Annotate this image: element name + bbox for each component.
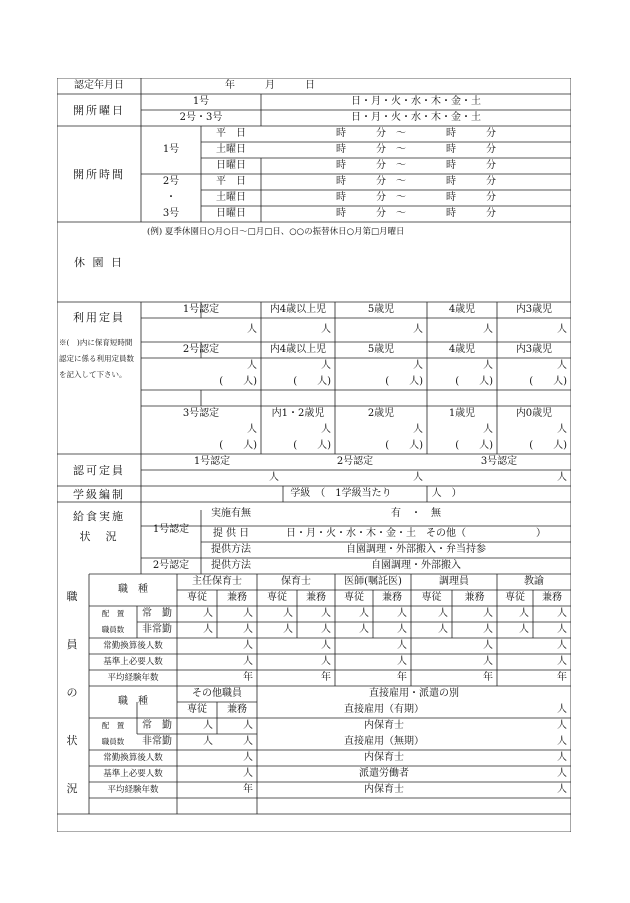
open-hours-group-2: 2号 — [162, 176, 180, 187]
meal-type-2: 2号認定 — [152, 560, 190, 571]
staff-emp-row: 直接雇用（無期） — [344, 736, 424, 747]
staff-row-label: 平均経験年数 — [107, 672, 159, 683]
approved-unit: 人 — [557, 472, 567, 483]
staff-value: 人 — [483, 640, 493, 651]
open-hours-time: 時 分 ～ 時 分 — [336, 128, 496, 139]
staff-emp-unit: 人 — [557, 736, 567, 747]
capacity-unit: 人 — [483, 360, 493, 371]
staff-unit: 人 — [438, 624, 448, 635]
staff-side-label: 職 — [66, 589, 80, 603]
staff-unit: 人 — [321, 624, 331, 635]
staff-value: 人 — [243, 768, 253, 779]
capacity-paren-unit: ( 人) — [219, 376, 257, 387]
open-hours-time: 時 分 ～ 時 分 — [336, 160, 496, 171]
approved-col: 1号認定 — [193, 456, 231, 467]
meal-item: 提供方法 — [211, 544, 251, 555]
capacity-unit: 人 — [321, 324, 331, 335]
staff-emp-row: 内保育士 — [364, 752, 404, 763]
staff-unit: 人 — [359, 624, 369, 635]
staff-emp-unit: 人 — [557, 768, 567, 779]
open-days-2: 日・月・火・水・木・金・土 — [351, 112, 481, 123]
staff-fulltime: 常 勤 — [142, 608, 172, 619]
staff-role: 保育士 — [281, 576, 311, 587]
class-label: 学級編制 — [73, 487, 125, 501]
staff-emp-unit: 人 — [557, 752, 567, 763]
open-hours-group-2: 3号 — [162, 208, 180, 219]
staff-row-label: 常勤換算後人数 — [103, 752, 163, 763]
capacity-unit: 人 — [413, 324, 423, 335]
staff-sub: 専従 — [505, 592, 525, 603]
staff-unit: 人 — [243, 720, 253, 731]
staff-unit: 人 — [243, 736, 253, 747]
meal-value: 自園調理・外部搬入 — [371, 560, 461, 571]
meal-type-1: 1号認定 — [152, 524, 190, 535]
holiday-label: 休 園 日 — [74, 255, 124, 269]
staff-emp-unit: 人 — [557, 704, 567, 715]
capacity-unit: 人 — [557, 324, 567, 335]
capacity-unit: 人 — [483, 424, 493, 435]
staff-value: 年 — [397, 672, 407, 683]
staff-unit: 人 — [519, 624, 529, 635]
meal-value: 有 ・ 無 — [391, 508, 441, 519]
capacity-header: 5歳児 — [367, 304, 395, 315]
open-days-type-2: 2号・3号 — [179, 112, 223, 123]
staff-role: 医師(嘱託医) — [344, 576, 402, 587]
approved-unit: 人 — [413, 472, 423, 483]
capacity-unit: 人 — [557, 360, 567, 371]
staff-sub: 兼務 — [382, 592, 402, 603]
staff-unit: 人 — [203, 624, 213, 635]
meal-value: 自園調理・外部搬入・弁当持参 — [346, 544, 486, 555]
capacity-header: 5歳児 — [367, 344, 395, 355]
meal-item: 実施有無 — [211, 508, 251, 519]
staff-other: その他職員 — [192, 688, 242, 699]
open-hours-label: 開所時間 — [73, 167, 125, 181]
staff-haichi: 配 置 — [101, 721, 125, 731]
staff-sub: 兼務 — [227, 704, 247, 715]
staff-sub: 兼務 — [542, 592, 562, 603]
capacity-paren-unit: ( 人) — [529, 440, 567, 451]
open-hours-time: 時 分 ～ 時 分 — [336, 176, 496, 187]
staff-value: 年 — [321, 672, 331, 683]
staff-unit: 人 — [438, 608, 448, 619]
capacity-header: 内0歳児 — [515, 408, 553, 419]
staff-side-label: 況 — [66, 781, 80, 795]
holiday-example: (例) 夏季休園日○月○日～□月□日、○○の振替休日○月第□月曜日 — [147, 226, 405, 237]
capacity-header: 内3歳児 — [515, 304, 553, 315]
staff-value: 人 — [243, 752, 253, 763]
staff-role: 主任保育士 — [192, 576, 242, 587]
staff-value: 年 — [243, 784, 253, 795]
capacity-paren-unit: ( 人) — [293, 440, 331, 451]
staff-unit: 人 — [483, 608, 493, 619]
staff-sub: 専従 — [267, 592, 287, 603]
capacity-paren-unit: ( 人) — [529, 376, 567, 387]
staff-emp-unit: 人 — [557, 784, 567, 795]
staff-role: 調理員 — [439, 576, 469, 587]
staff-value: 人 — [243, 656, 253, 667]
open-hours-time: 時 分 ～ 時 分 — [336, 208, 496, 219]
capacity-paren-unit: ( 人) — [455, 440, 493, 451]
capacity-unit: 人 — [247, 360, 257, 371]
open-hours-day: 日曜日 — [216, 160, 246, 171]
staff-unit: 人 — [321, 608, 331, 619]
capacity-unit: 人 — [557, 424, 567, 435]
application-form — [57, 78, 571, 832]
staff-unit: 人 — [519, 608, 529, 619]
staff-unit: 人 — [483, 624, 493, 635]
staff-unit: 人 — [397, 624, 407, 635]
staff-unit: 人 — [243, 624, 253, 635]
staff-parttime: 非常勤 — [142, 736, 172, 747]
open-hours-group-2: ・ — [166, 192, 176, 203]
cert-date-label: 認定年月日 — [74, 80, 124, 91]
open-hours-day: 平 日 — [216, 128, 246, 139]
capacity-header: 1号認定 — [182, 304, 220, 315]
staff-sub: 兼務 — [227, 592, 247, 603]
open-hours-day: 平 日 — [216, 176, 246, 187]
staff-value: 年 — [243, 672, 253, 683]
staff-emp-row: 内保育士 — [364, 720, 404, 731]
staff-value: 人 — [557, 656, 567, 667]
staff-row-label: 基準上必要人数 — [103, 656, 163, 667]
capacity-header: 2号認定 — [182, 344, 220, 355]
open-hours-group-1: 1号 — [162, 144, 180, 155]
staff-sub: 専従 — [187, 704, 207, 715]
staff-value: 人 — [243, 640, 253, 651]
capacity-unit: 人 — [247, 324, 257, 335]
staff-unit: 人 — [203, 720, 213, 731]
staff-emp-unit: 人 — [557, 720, 567, 731]
staff-side-label: 状 — [66, 733, 80, 747]
staff-unit: 人 — [283, 624, 293, 635]
staff-value: 人 — [321, 640, 331, 651]
staff-emp-row: 内保育士 — [364, 784, 404, 795]
staff-sub: 兼務 — [464, 592, 485, 603]
staff-kind: 職 種 — [118, 584, 148, 595]
open-hours-day: 日曜日 — [216, 208, 246, 219]
staff-kind: 職 種 — [118, 696, 148, 707]
approved-unit: 人 — [269, 472, 279, 483]
staff-value: 人 — [397, 656, 407, 667]
capacity-note: ※( )内に保育短時間認定に係る利用定員数を記入して下さい。 — [59, 338, 134, 379]
staff-side-label: の — [66, 685, 80, 699]
approved-label: 認可定員 — [73, 463, 125, 477]
open-hours-time: 時 分 ～ 時 分 — [336, 144, 496, 155]
staff-unit: 人 — [203, 608, 213, 619]
staff-sub: 専従 — [344, 592, 364, 603]
meal-label: 給食実施 — [73, 509, 125, 523]
staff-value: 人 — [557, 640, 567, 651]
staff-shokuin: 職員数 — [101, 737, 125, 747]
approved-col: 2号認定 — [336, 456, 374, 467]
staff-unit: 人 — [283, 608, 293, 619]
capacity-unit: 人 — [321, 360, 331, 371]
staff-haichi: 配 置 — [101, 609, 125, 619]
capacity-header: 4歳児 — [448, 344, 476, 355]
capacity-label: 利用定員 — [73, 310, 125, 324]
staff-emp-row: 直接雇用（有期） — [344, 704, 424, 715]
staff-unit: 人 — [557, 608, 567, 619]
staff-unit: 人 — [203, 736, 213, 747]
open-hours-day: 土曜日 — [216, 144, 246, 155]
staff-sub: 専従 — [187, 592, 207, 603]
staff-role: 教諭 — [524, 576, 544, 587]
capacity-header: 1歳児 — [448, 408, 476, 419]
capacity-paren-unit: ( 人) — [385, 440, 423, 451]
capacity-header: 3号認定 — [182, 408, 220, 419]
capacity-paren-unit: ( 人) — [293, 376, 331, 387]
cert-date-value: 年 月 日 — [225, 80, 315, 91]
open-hours-time: 時 分 ～ 時 分 — [336, 192, 496, 203]
capacity-header: 内4歳以上児 — [269, 304, 327, 315]
capacity-unit: 人 — [413, 424, 423, 435]
staff-unit: 人 — [359, 608, 369, 619]
meal-item: 提 供 日 — [212, 528, 250, 539]
capacity-paren-unit: ( 人) — [385, 376, 423, 387]
approved-col: 3号認定 — [480, 456, 518, 467]
staff-row-label: 常勤換算後人数 — [103, 640, 163, 651]
capacity-unit: 人 — [321, 424, 331, 435]
open-days-type-1: 1号 — [192, 96, 210, 107]
meal-label: 状 況 — [79, 529, 119, 543]
open-days-1: 日・月・火・水・木・金・土 — [351, 96, 481, 107]
staff-side-label: 員 — [66, 637, 80, 651]
capacity-unit: 人 — [413, 360, 423, 371]
staff-employment: 直接雇用・派遣の別 — [369, 688, 459, 699]
capacity-header: 2歳児 — [367, 408, 395, 419]
capacity-header: 4歳児 — [448, 304, 476, 315]
capacity-header: 内1・2歳児 — [271, 408, 325, 419]
staff-value: 年 — [483, 672, 493, 683]
staff-value: 人 — [397, 640, 407, 651]
meal-value: 日・月・火・水・木・金・土 その他（ ） — [286, 528, 546, 539]
capacity-unit: 人 — [483, 324, 493, 335]
open-hours-day: 土曜日 — [216, 192, 246, 203]
staff-unit: 人 — [243, 608, 253, 619]
staff-row-label: 平均経験年数 — [107, 784, 159, 795]
staff-unit: 人 — [557, 624, 567, 635]
capacity-unit: 人 — [247, 424, 257, 435]
staff-value: 年 — [557, 672, 567, 683]
class-value: 学級 （ 1学級当たり 人 ） — [290, 488, 462, 499]
capacity-header: 内3歳児 — [515, 344, 553, 355]
staff-sub: 専従 — [421, 592, 442, 603]
staff-value: 人 — [321, 656, 331, 667]
staff-parttime: 非常勤 — [142, 624, 172, 635]
staff-sub: 兼務 — [306, 592, 326, 603]
staff-row-label: 基準上必要人数 — [103, 768, 163, 779]
staff-emp-row: 派遣労働者 — [359, 768, 409, 779]
staff-unit: 人 — [397, 608, 407, 619]
staff-value: 人 — [483, 656, 493, 667]
capacity-paren-unit: ( 人) — [219, 440, 257, 451]
capacity-header: 内4歳以上児 — [269, 344, 327, 355]
open-days-label: 開所曜日 — [73, 103, 125, 117]
meal-item: 提供方法 — [211, 560, 251, 571]
staff-fulltime: 常 勤 — [142, 720, 172, 731]
capacity-paren-unit: ( 人) — [455, 376, 493, 387]
staff-shokuin: 職員数 — [101, 625, 125, 635]
